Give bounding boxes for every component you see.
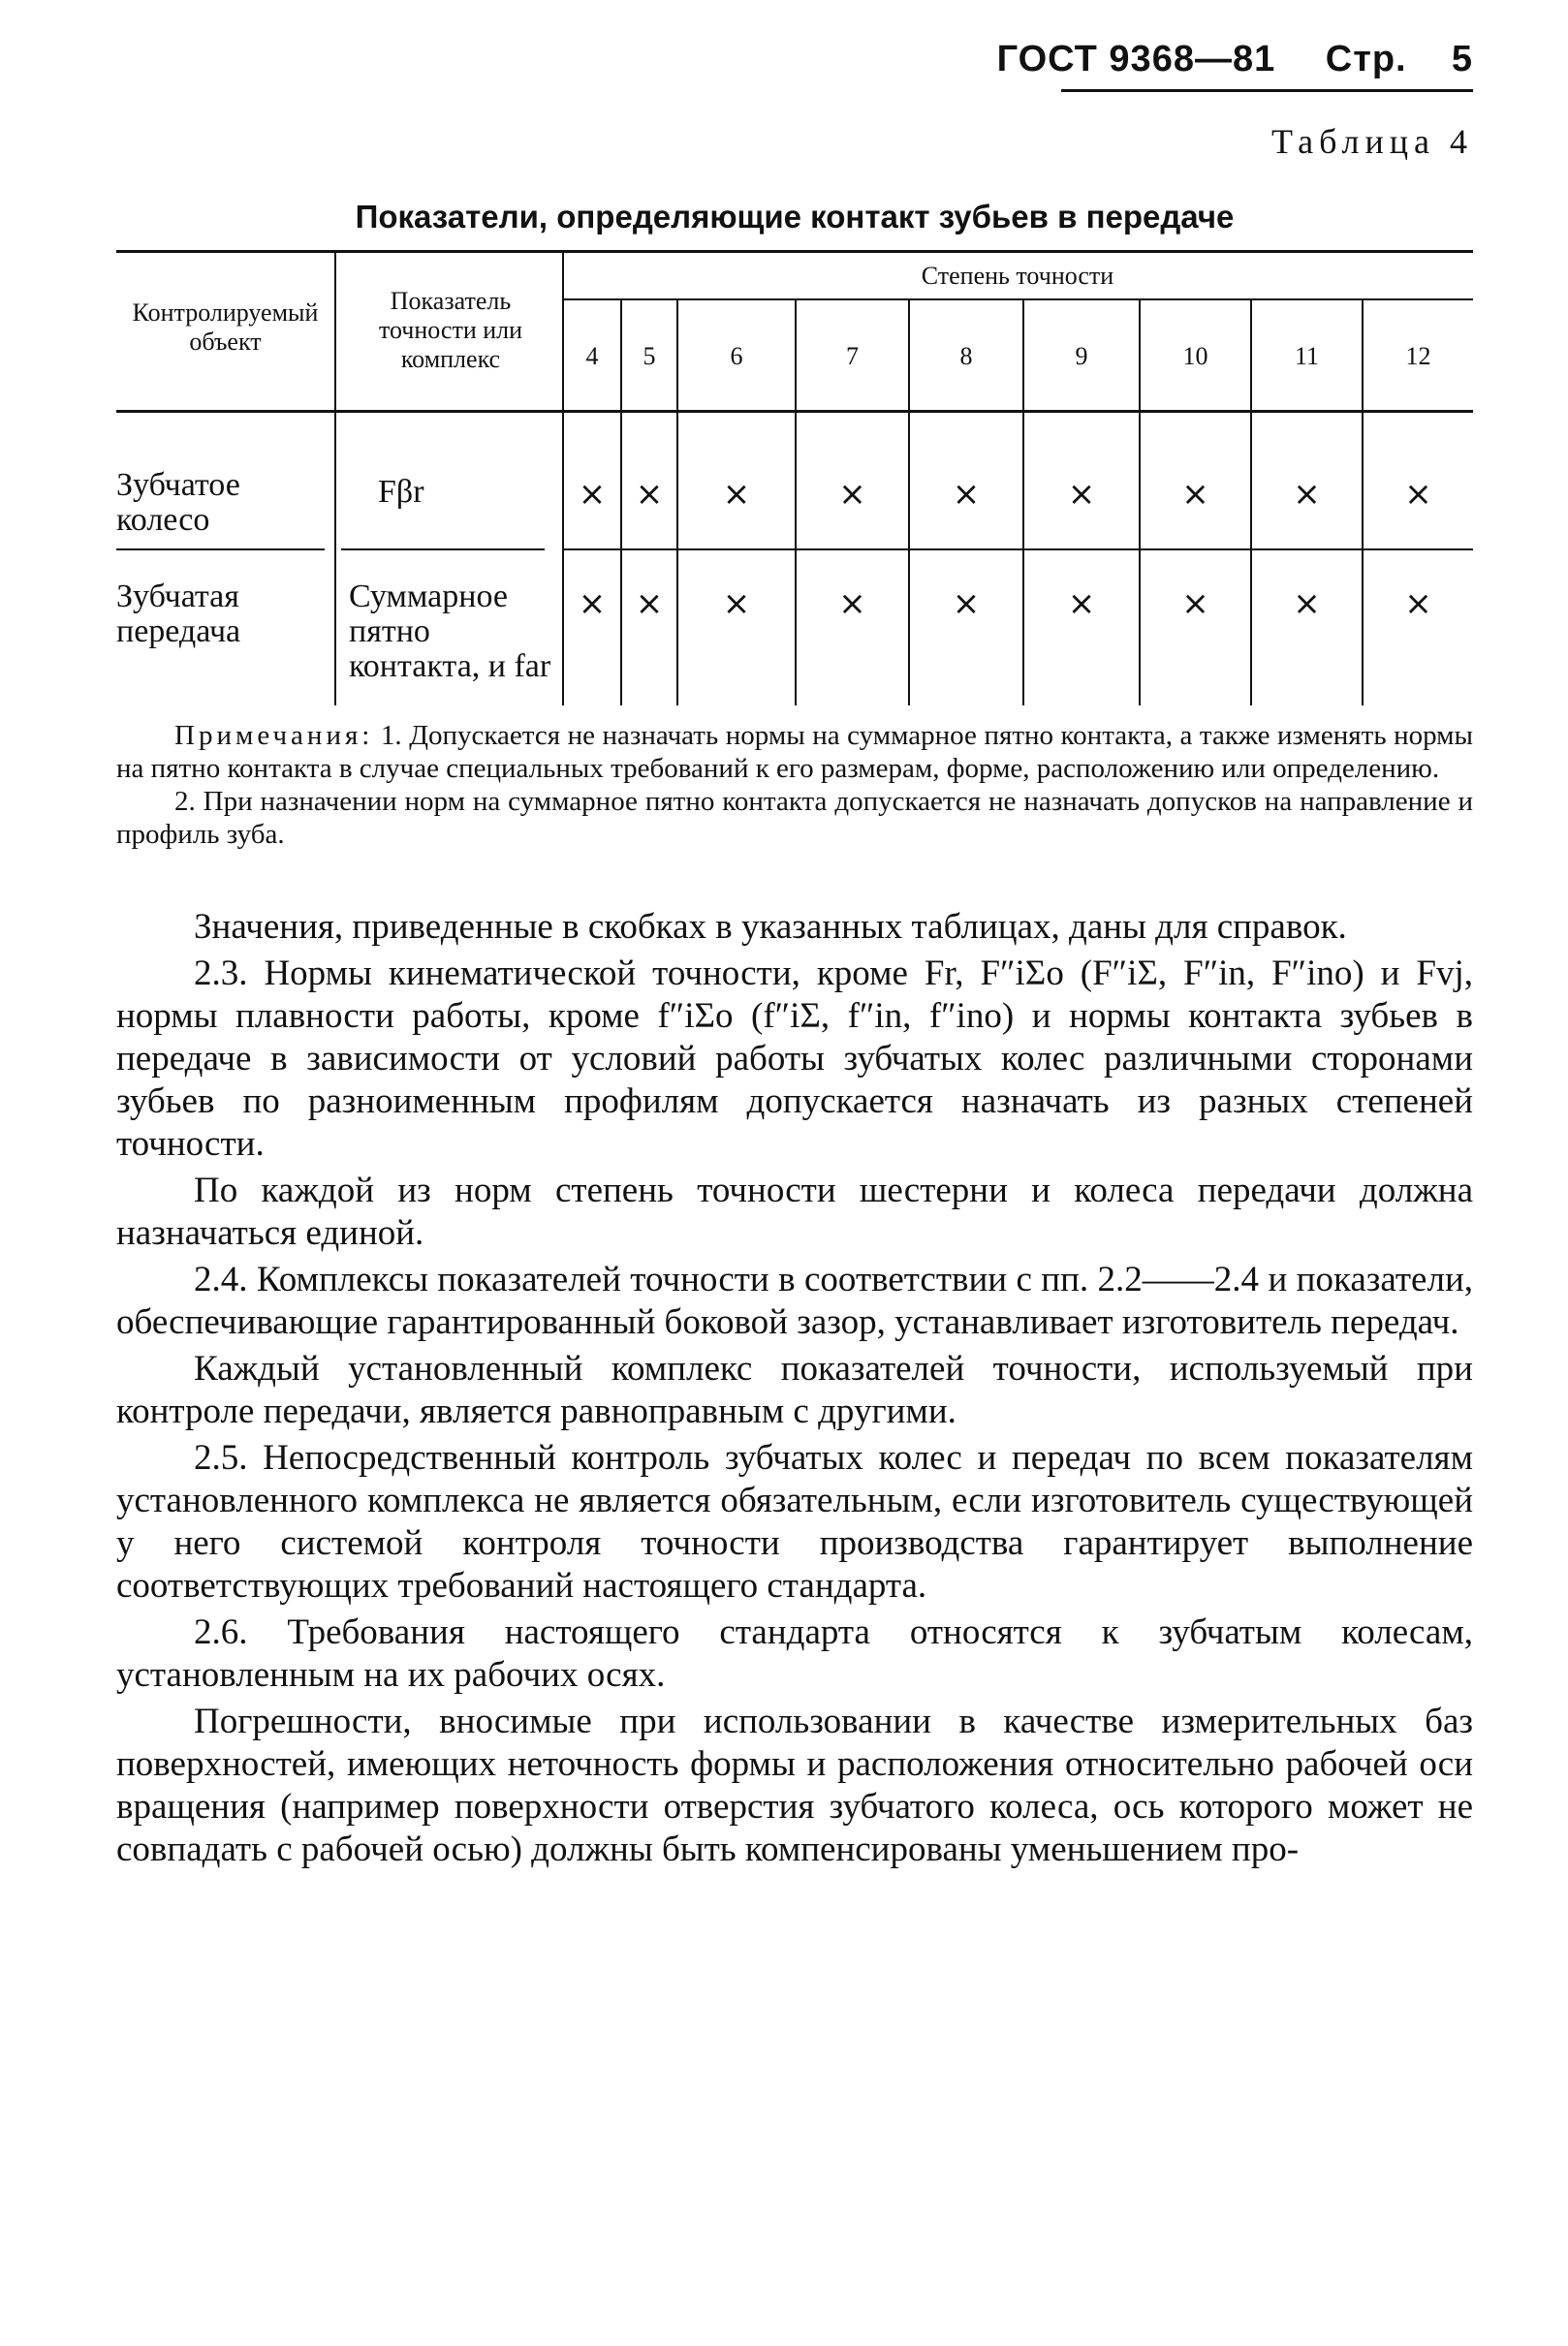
paragraph: 2.3. Нормы кинематической точности, кроме Fr, F″iΣo (F″iΣ, F″in, F″ino) и Fvj, нормы плавности работы, кроме f″iΣo (f″iΣ, f″in, f″ino) и нормы контакта зубьев в передаче в зависимости от условий работы зубчатых колес различными сторонами зубьев по разноименным профилям допускается назначать из разных степеней точности. xyxy=(116,954,1473,1164)
row1-object: Зубчатое колесо xyxy=(116,467,240,538)
table-label: Таблица 4 xyxy=(1271,122,1473,161)
row2-mark: × xyxy=(1067,584,1096,623)
paragraph: 2.4. Комплексы показателей точности в соответствии с пп. 2.2——2.4 и показатели, обеспечивающие гарантированный боковой зазор, устанавливает изготовитель передач. xyxy=(116,1260,1473,1342)
row2-mark: × xyxy=(578,584,607,623)
paragraph: Значения, приведенные в скобках в указанных таблицах, даны для справок. xyxy=(194,907,1347,947)
row2-mark: × xyxy=(1181,584,1209,623)
page-header xyxy=(988,39,1473,80)
row1-mark: × xyxy=(838,475,866,514)
row2-mark: × xyxy=(1293,584,1321,623)
row1-mark: × xyxy=(1067,475,1096,514)
row1-mark: × xyxy=(952,475,981,514)
paragraph: Каждый установленный комплекс показателей точности, используемый при контроле передачи, является равноправным с другими. xyxy=(116,1349,1473,1431)
paragraph: По каждой из норм степень точности шестерни и колеса передачи должна назначаться единой. xyxy=(116,1171,1473,1253)
row1-rule-left xyxy=(116,548,325,550)
row1-rule-mid xyxy=(341,548,545,550)
paragraph: 2.5. Непосредственный контроль зубчатых колес и передач по всем показателям установленного комплекса не является обязательным, если изготовитель существующей у него системой контроля точности производства гарантирует выполнение соответствующих требований настоящего стандарта. xyxy=(116,1438,1473,1606)
row1-rule-right xyxy=(562,548,1473,550)
paragraph: Погрешности, вносимые при использовании в качестве измерительных баз поверхностей, имеющих неточность формы и расположения относительно рабочей оси вращения (например поверхности отверстия зубчатого колеса, ось которого может не совпадать с рабочей осью) должны быть компенсированы уменьшением про- xyxy=(116,1702,1473,1869)
degree-header: 8 xyxy=(959,342,973,370)
row1-mark: × xyxy=(635,475,664,514)
col-object-header: Контролируемый объект xyxy=(132,298,319,356)
degree-header: 6 xyxy=(730,342,743,370)
col-degree-header: Степень точности xyxy=(921,262,1114,290)
row1-mark: × xyxy=(578,475,607,514)
col-index-header: Показатель точности или комплекс xyxy=(378,287,523,373)
page-number: 5 xyxy=(1451,39,1473,79)
row1-mark: × xyxy=(1293,475,1321,514)
degree-header-rule xyxy=(562,298,1473,300)
note-2: 2. При назначении норм на суммарное пятно контакта допускается не назначать допусков на направление и профиль зуба. xyxy=(116,786,1473,850)
row2-mark: × xyxy=(635,584,664,623)
row1-mark: × xyxy=(722,475,751,514)
col-divider-1 xyxy=(334,250,336,705)
degree-header: 7 xyxy=(846,342,859,370)
note-1: 1. Допускается не назначать нормы на суммарное пятно контакта, а также изменять нормы на пятно контакта в случае специальных требований к его размерам, форме, расположению или определению. xyxy=(116,720,1474,784)
paragraph: 2.6. Требования настоящего стандарта относятся к зубчатым колесам, установленным на их рабочих осях. xyxy=(116,1612,1473,1695)
row2-mark: × xyxy=(1404,584,1432,623)
table-title: Показатели, определяющие контакт зубьев в передаче xyxy=(355,199,1235,235)
degree-header: 10 xyxy=(1182,342,1208,370)
degree-header: 9 xyxy=(1075,342,1088,370)
body-text xyxy=(116,906,1473,1875)
table-notes xyxy=(116,719,1473,851)
row1-mark: × xyxy=(1404,475,1432,514)
row2-object: Зубчатая передача xyxy=(116,579,241,649)
row1-mark: × xyxy=(1181,475,1209,514)
degree-header: 11 xyxy=(1294,342,1320,370)
header-rule xyxy=(1061,89,1473,92)
table-top-rule xyxy=(116,250,1473,253)
row2-mark: × xyxy=(722,584,751,623)
page-label: Стр. xyxy=(1325,39,1407,79)
contact-table xyxy=(116,250,1473,705)
row2-mark: × xyxy=(952,584,981,623)
notes-lead: Примечания: xyxy=(174,720,374,751)
row2-mark: × xyxy=(838,584,866,623)
standard-number: ГОСТ 9368—81 xyxy=(996,39,1276,79)
row2-index: Суммарное пятно контакта, и far xyxy=(349,579,551,684)
row1-index: Fβr xyxy=(378,474,424,510)
degree-header: 4 xyxy=(585,342,599,370)
degree-header: 5 xyxy=(643,342,656,370)
degree-header: 12 xyxy=(1405,342,1431,370)
